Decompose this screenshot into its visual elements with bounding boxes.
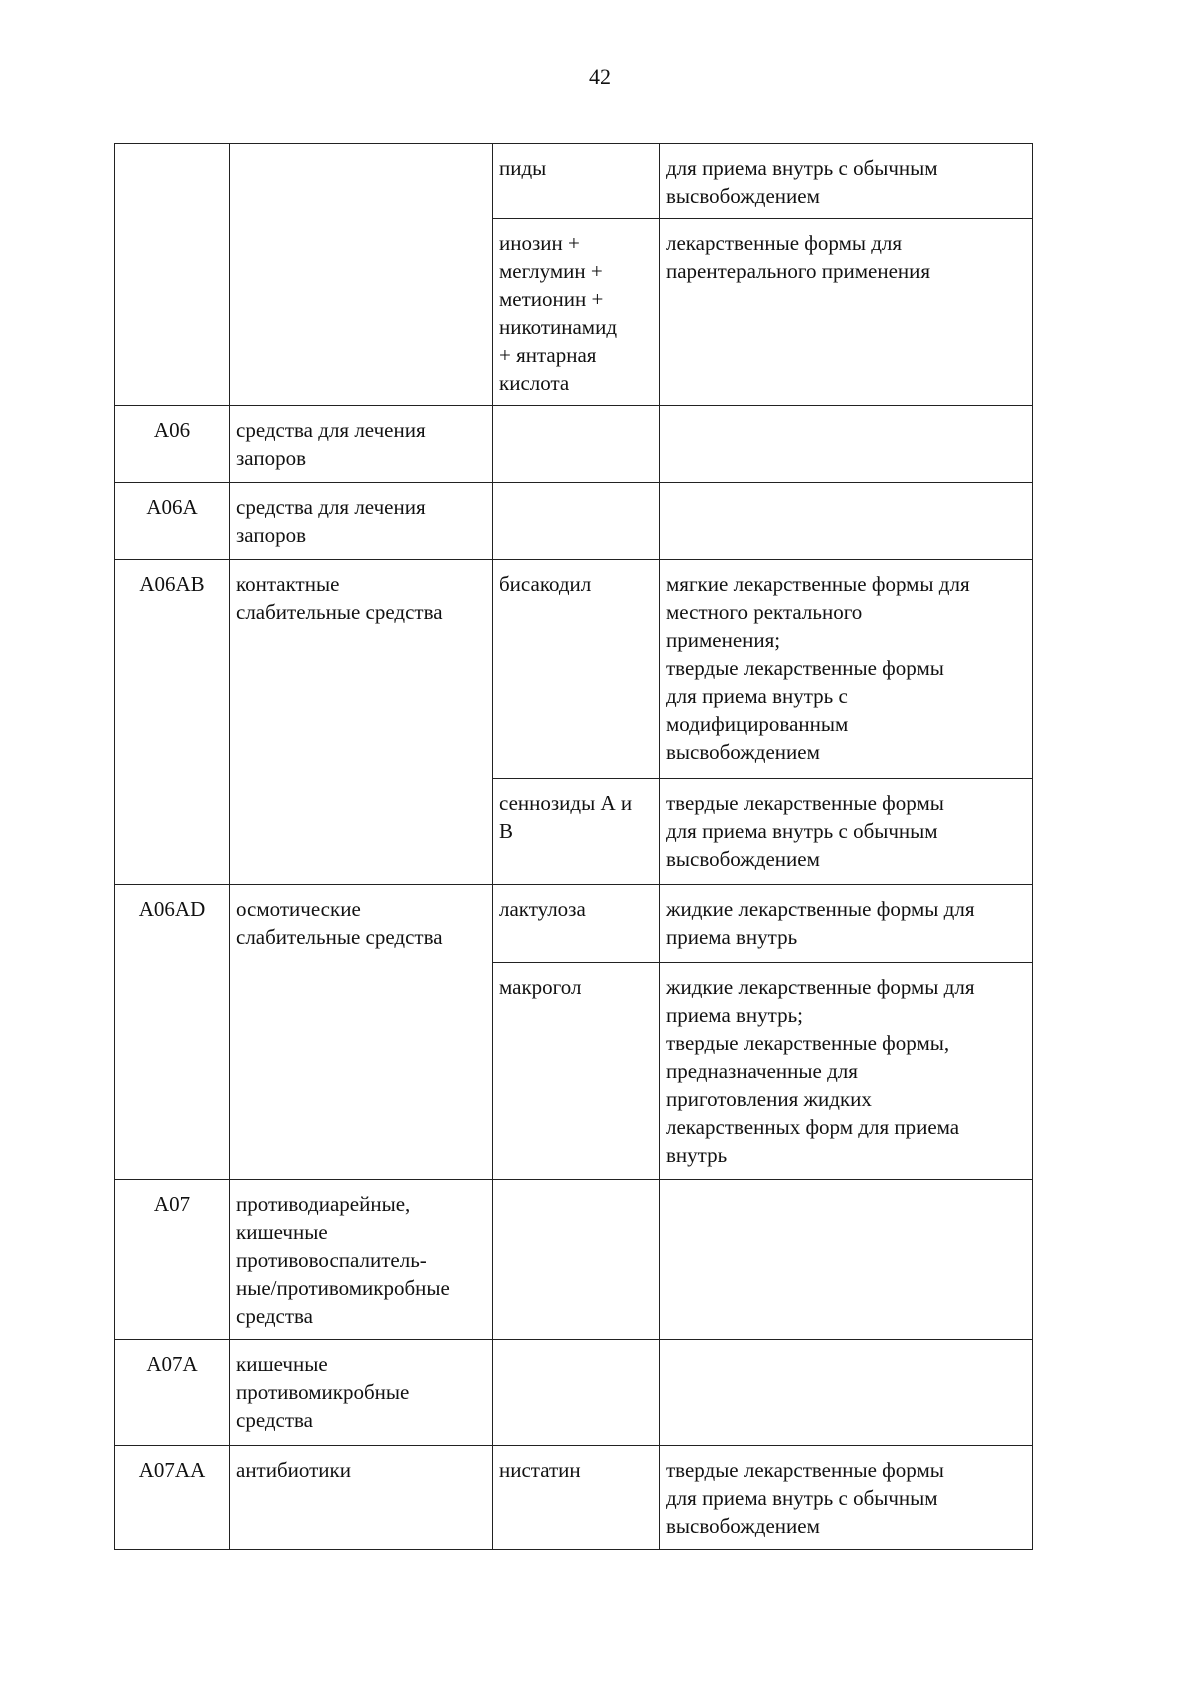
cell-line: жидкие лекарственные формы для [666,975,975,999]
cell-line: средства [236,1304,314,1328]
cell-line: инозин + [499,231,580,255]
inn-cell [493,779,660,885]
code-cell: A06AD [115,885,230,1180]
group-cell [230,1340,493,1446]
cell-line: антибиотики [236,1458,351,1482]
cell-line: средства [236,1408,314,1432]
form-cell [660,885,1033,963]
inn-cell [493,1180,660,1340]
cell-line: предназначенные для [666,1059,858,1083]
page-number: 42 [589,64,611,89]
cell-line: лекарственных форм для приема [666,1115,960,1139]
table-row [115,1180,1033,1340]
cell-line: кишечные [236,1220,328,1244]
cell-line: приема внутрь; [666,1003,804,1027]
cell-line: приготовления жидких [666,1087,872,1111]
cell-line: высвобождением [666,740,820,764]
group-cell [230,144,493,406]
cell-line: бисакодил [499,572,592,596]
cell-line: высвобождением [666,184,820,208]
cell-line: слабительные средства [236,600,443,624]
cell-line: противовоспалитель- [236,1248,427,1272]
cell-line: приема внутрь [666,925,798,949]
cell-line: для приема внутрь с обычным [666,156,938,180]
inn-cell [493,144,660,219]
form-cell [660,144,1033,219]
group-cell [230,560,493,885]
inn-cell [493,963,660,1180]
cell-line: местного ректального [666,600,863,624]
group-cell [230,1180,493,1340]
form-cell [660,1340,1033,1446]
drug-table [114,143,1033,1550]
cell-line: + янтарная [499,343,597,367]
code-cell: A06A [115,483,230,560]
group-cell [230,406,493,483]
cell-line: модифицированным [666,712,849,736]
cell-line: меглумин + [499,259,603,283]
form-cell [660,779,1033,885]
cell-line: высвобождением [666,1514,820,1538]
cell-line: для приема внутрь с [666,684,848,708]
table-row [115,1446,1033,1550]
cell-line: противомикробные [236,1380,410,1404]
table-row [115,560,1033,779]
cell-line: внутрь [666,1143,728,1167]
cell-line: твердые лекарственные формы [666,656,944,680]
cell-line: сеннозиды А и [499,791,633,815]
form-cell [660,1446,1033,1550]
cell-line: макрогол [499,975,582,999]
cell-line: осмотические [236,897,361,921]
cell-line: средства для лечения [236,418,426,442]
code-cell [115,144,230,406]
inn-cell [493,219,660,406]
cell-line: мягкие лекарственные формы для [666,572,970,596]
cell-line: твердые лекарственные формы [666,791,944,815]
cell-line: слабительные средства [236,925,443,949]
cell-line: парентерального применения [666,259,931,283]
cell-line: ные/противомикробные [236,1276,450,1300]
form-cell [660,963,1033,1180]
form-cell [660,219,1033,406]
code-cell: A07AA [115,1446,230,1550]
form-cell [660,406,1033,483]
cell-line: запоров [236,523,306,547]
cell-line: запоров [236,446,306,470]
cell-line: контактные [236,572,340,596]
cell-line: применения; [666,628,781,652]
table-row [115,483,1033,560]
form-cell [660,1180,1033,1340]
cell-line: высвобождением [666,847,820,871]
table-row [115,1340,1033,1446]
cell-line: для приема внутрь с обычным [666,819,938,843]
form-cell [660,560,1033,779]
cell-line: метионин + [499,287,604,311]
inn-cell [493,560,660,779]
inn-cell [493,1446,660,1550]
code-cell: A07A [115,1340,230,1446]
cell-line: жидкие лекарственные формы для [666,897,975,921]
cell-line: нистатин [499,1458,581,1482]
cell-line: кишечные [236,1352,328,1376]
cell-line: для приема внутрь с обычным [666,1486,938,1510]
form-cell [660,483,1033,560]
cell-line: противодиарейные, [236,1192,411,1216]
cell-line: твердые лекарственные формы [666,1458,944,1482]
table-row [115,144,1033,219]
cell-line: В [499,819,514,843]
group-cell [230,483,493,560]
cell-line: лекарственные формы для [666,231,903,255]
cell-line: твердые лекарственные формы, [666,1031,950,1055]
cell-line: кислота [499,371,570,395]
cell-line: средства для лечения [236,495,426,519]
cell-line: никотинамид [499,315,618,339]
group-cell [230,1446,493,1550]
inn-cell [493,1340,660,1446]
inn-cell [493,406,660,483]
table-row [115,406,1033,483]
cell-line: лактулоза [499,897,586,921]
group-cell [230,885,493,1180]
code-cell: A06 [115,406,230,483]
table-row [115,885,1033,963]
cell-line: пиды [499,156,547,180]
code-cell: A07 [115,1180,230,1340]
inn-cell [493,483,660,560]
code-cell: A06AB [115,560,230,885]
inn-cell [493,885,660,963]
